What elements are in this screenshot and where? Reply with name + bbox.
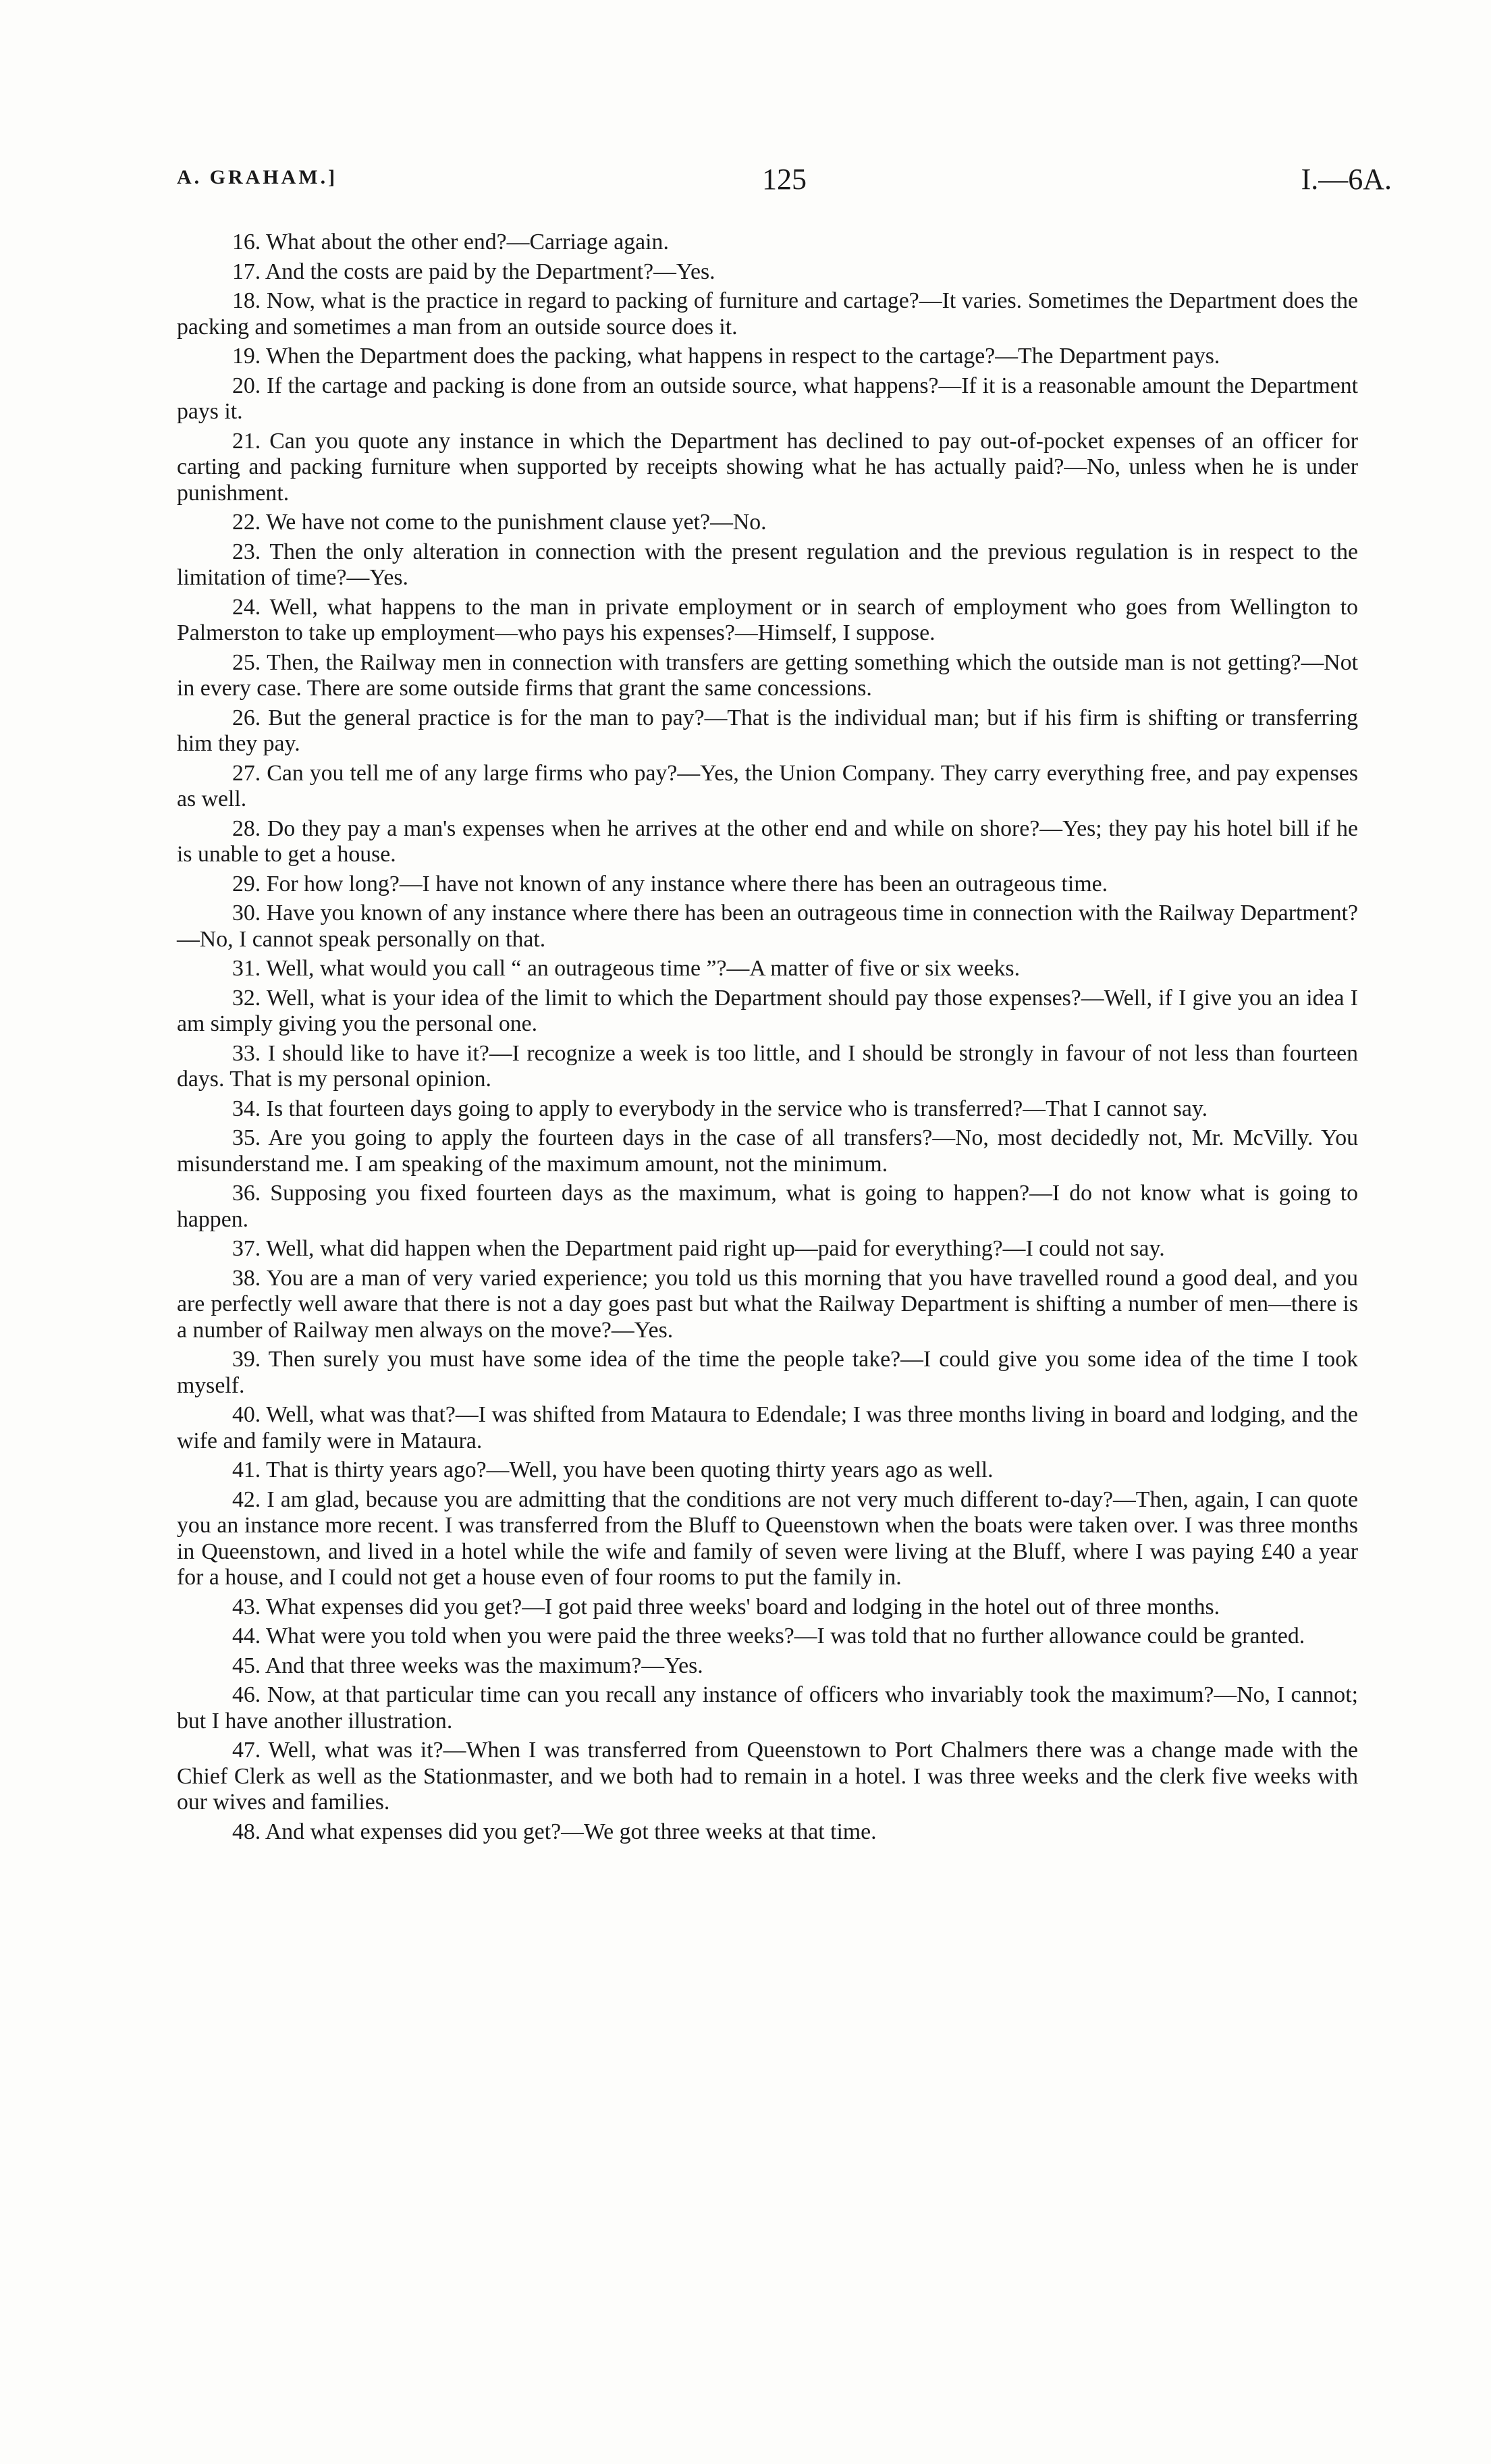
question-answer-33: 33. I should like to have it?—I recognize a week is too little, and I should be strongly in favour of not less than fourteen days. That is my personal opinion.: [177, 1040, 1358, 1092]
question-answer-31: 31. Well, what would you call “ an outrageous time ”?—A matter of five or six weeks.: [232, 956, 1021, 981]
question-answer-48: 48. And what expenses did you get?—We got three weeks at that time.: [232, 1819, 877, 1844]
question-answer-27: 27. Can you tell me of any large firms who pay?—Yes, the Union Company. They carry everything free, and pay expenses as well.: [177, 760, 1358, 811]
header-witness-name: A. GRAHAM.]: [177, 166, 338, 188]
question-answer-34: 34. Is that fourteen days going to apply to everybody in the service who is transferred?—That I cannot say.: [232, 1096, 1208, 1121]
question-answer-28: 28. Do they pay a man's expenses when he arrives at the other end and while on shore?—Yes; they pay his hotel bill if he is unable to get a house.: [177, 815, 1358, 867]
question-answer-32: 32. Well, what is your idea of the limit to which the Department should pay those expenses?—Well, if I give you an idea I am simply giving you the personal one.: [177, 985, 1358, 1036]
question-answer-29: 29. For how long?—I have not known of any instance where there has been an outrageous time.: [232, 871, 1108, 896]
question-answer-47: 47. Well, what was it?—When I was transferred from Queenstown to Port Chalmers there was a change made with the Chief Clerk as well as the Stationmaster, and we both had to remain in a hotel. I was three weeks and the clerk five weeks with our wives and families.: [177, 1738, 1358, 1815]
question-answer-43: 43. What expenses did you get?—I got paid three weeks' board and lodging in the hotel out of three months.: [232, 1594, 1220, 1619]
page-number: 125: [762, 163, 807, 196]
question-answer-35: 35. Are you going to apply the fourteen days in the case of all transfers?—No, most decidedly not, Mr. McVilly. You misunderstand me. I am speaking of the maximum amount, not the minimum.: [177, 1125, 1358, 1177]
question-answer-41: 41. That is thirty years ago?—Well, you have been quoting thirty years ago as well.: [232, 1457, 994, 1482]
question-answer-20: 20. If the cartage and packing is done from an outside source, what happens?—If it is a reasonable amount the Department pays it.: [177, 373, 1358, 424]
question-answer-38: 38. You are a man of very varied experience; you told us this morning that you have travelled round a good deal, and you are perfectly well aware that there is not a day goes past but what the Railway Department is shifting a number of men—there is a number of Railway men always on the move?—Yes.: [177, 1265, 1358, 1343]
question-answer-21: 21. Can you quote any instance in which the Department has declined to pay out-of-pocket expenses of an officer for carting and packing furniture when supported by receipts showing what he has actually paid?—No, unless when he is under punishment.: [177, 428, 1358, 506]
question-answer-39: 39. Then surely you must have some idea of the time the people take?—I could give you some idea of the time I took myself.: [177, 1347, 1358, 1398]
question-answer-40: 40. Well, what was that?—I was shifted from Mataura to Edendale; I was three months living in board and lodging, and the wife and family were in Mataura.: [177, 1402, 1358, 1453]
header-document-reference: I.—6A.: [1301, 163, 1392, 196]
question-answer-26: 26. But the general practice is for the man to pay?—That is the individual man; but if his firm is shifting or transferring him they pay.: [177, 705, 1358, 756]
question-answer-22: 22. We have not come to the punishment clause yet?—No.: [232, 510, 767, 535]
question-answer-25: 25. Then, the Railway men in connection with transfers are getting something which the outside man is not getting?—Not in every case. There are some outside firms that grant the same concessions.: [177, 649, 1358, 701]
question-answer-23: 23. Then the only alteration in connection with the present regulation and the previous regulation is in respect to the limitation of time?—Yes.: [177, 539, 1358, 590]
question-answer-37: 37. Well, what did happen when the Department paid right up—paid for everything?—I could not say.: [232, 1236, 1165, 1261]
question-answer-24: 24. Well, what happens to the man in private employment or in search of employment who goes from Wellington to Palmerston to take up employment—who pays his expenses?—Himself, I suppose.: [177, 594, 1358, 645]
question-answer-36: 36. Supposing you fixed fourteen days as the maximum, what is going to happen?—I do not know what is going to happen.: [177, 1181, 1358, 1232]
question-answer-46: 46. Now, at that particular time can you recall any instance of officers who invariably took the maximum?—No, I cannot; but I have another illustration.: [177, 1682, 1358, 1734]
question-answer-42: 42. I am glad, because you are admitting that the conditions are not very much different to-day?—Then, again, I can quote you an instance more recent. I was transferred from the Bluff to Queenstown when the boats were taken over. I was three months in Queenstown, and lived in a hotel while the wife and family of seven were living at the Bluff, where I was paying £40 a year for a house, and I could not get a house even of four rooms to put the family in.: [177, 1487, 1358, 1590]
question-answer-17: 17. And the costs are paid by the Department?—Yes.: [232, 259, 715, 284]
question-answer-44: 44. What were you told when you were paid the three weeks?—I was told that no further allowance could be granted.: [232, 1624, 1305, 1649]
question-answer-45: 45. And that three weeks was the maximum?—Yes.: [232, 1653, 703, 1678]
question-answer-19: 19. When the Department does the packing, what happens in respect to the cartage?—The Department pays.: [232, 344, 1220, 369]
question-answer-16: 16. What about the other end?—Carriage again.: [232, 230, 669, 255]
question-answer-30: 30. Have you known of any instance where there has been an outrageous time in connection with the Railway Department?—No, I cannot speak personally on that.: [177, 901, 1358, 952]
question-answer-18: 18. Now, what is the practice in regard to packing of furniture and cartage?—It varies. Sometimes the Department does the packing and sometimes a man from an outside source does it.: [177, 288, 1358, 340]
evidence-transcript: [177, 230, 1358, 1848]
page-header: [177, 162, 1392, 203]
